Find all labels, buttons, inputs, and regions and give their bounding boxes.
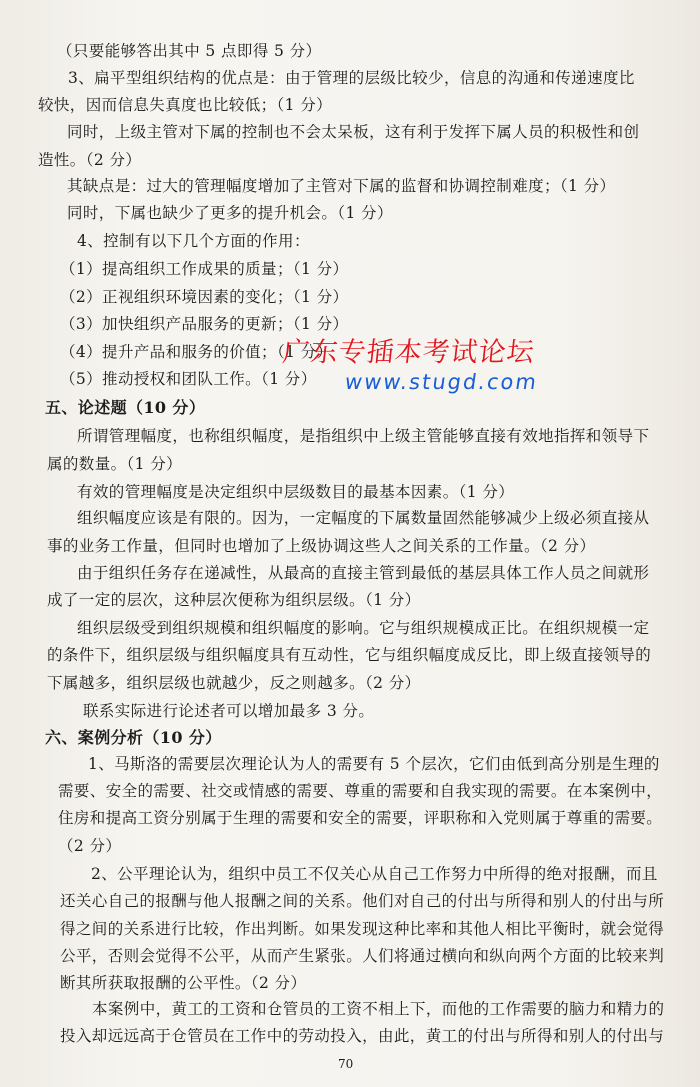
text-line: 事的业务工作量，但同时也增加了上级协调这些人之间关系的工作量。（2 分） [47, 537, 596, 555]
page-number: 70 [338, 1057, 354, 1071]
text-line: 属的数量。（1 分） [47, 455, 183, 473]
text-line: （2）正视组织环境因素的变化；（1 分） [60, 288, 349, 306]
text-line: 其缺点是：过大的管理幅度增加了主管对下属的监督和协调控制难度；（1 分） [67, 177, 616, 195]
section-heading: 六、案例分析（10 分） [45, 728, 222, 747]
text-line: 4、控制有以下几个方面的作用： [77, 232, 310, 250]
text-line: 同时，下属也缺少了更多的提升机会。（1 分） [67, 204, 393, 222]
text-line: 的条件下，组织层级与组织幅度具有互动性，它与组织幅度成反比，即上级直接领导的 [47, 646, 652, 664]
text-line: 1、马斯洛的需要层次理论认为人的需要有 5 个层次，它们由低到高分别是生理的 [88, 755, 660, 773]
text-line: 造性。（2 分） [38, 151, 142, 169]
text-line: 投入却远远高于仓管员在工作中的劳动投入，由此，黄工的付出与所得和别人的付出与 [60, 1027, 665, 1045]
text-line: 住房和提高工资分别属于生理的需要和安全的需要，评职称和入党则属于尊重的需要。 [58, 809, 663, 827]
text-line: 3、扁平型组织结构的优点是：由于管理的层级比较少，信息的沟通和传递速度比 [68, 69, 635, 87]
text-line: 公平，否则会觉得不公平，从而产生紧张。人们将通过横向和纵向两个方面的比较来判 [60, 947, 665, 965]
text-line: 下属越多，组织层级也就越少，反之则越多。（2 分） [47, 674, 421, 692]
text-line: 联系实际进行论述者可以增加最多 3 分。 [83, 702, 375, 720]
text-line: 由于组织任务存在递减性，从最高的直接主管到最低的基层具体工作人员之间就形 [77, 564, 650, 582]
text-line: 较快，因而信息失真度也比较低；（1 分） [38, 96, 333, 114]
text-line: 有效的管理幅度是决定组织中层级数目的最基本因素。（1 分） [77, 483, 515, 501]
text-line: 组织层级受到组织规模和组织幅度的影响。它与组织规模成正比。在组织规模一定 [77, 619, 650, 637]
text-line: （1）提高组织工作成果的质量；（1 分） [60, 260, 349, 278]
text-line: 本案例中，黄工的工资和仓管员的工资不相上下，而他的工作需要的脑力和精力的 [92, 1000, 665, 1018]
text-line: 断其所获取报酬的公平性。（2 分） [60, 974, 307, 992]
watermark-url: www.stugd.com [343, 370, 540, 394]
text-line: （4）提升产品和服务的价值；（1 分） [60, 343, 333, 361]
text-line: （只要能够答出其中 5 点即得 5 分） [57, 42, 322, 60]
text-line: 2、公平理论认为，组织中员工不仅关心从自己工作努力中所得的绝对报酬，而且 [91, 865, 658, 883]
text-line: （2 分） [58, 837, 122, 855]
text-line: 组织幅度应该是有限的。因为，一定幅度的下属数量固然能够减少上级必须直接从 [77, 509, 650, 527]
text-line: 所谓管理幅度，也称组织幅度，是指组织中上级主管能够直接有效地指挥和领导下 [77, 427, 650, 445]
text-line: 还关心自己的报酬与他人报酬之间的关系。他们对自己的付出与所得和别人的付出与所 [60, 892, 665, 910]
text-line: （5）推动授权和团队工作。（1 分） [60, 370, 317, 388]
text-line: 需要、安全的需要、社交或情感的需要、尊重的需要和自我实现的需要。在本案例中， [58, 782, 663, 800]
watermark-site-name: 广东专插本考试论坛 [281, 337, 537, 368]
section-heading: 五、论述题（10 分） [45, 398, 206, 417]
text-line: 得之间的关系进行比较，作出判断。如果发现这种比率和其他人相比平衡时，就会觉得 [60, 920, 665, 938]
text-line: 同时，上级主管对下属的控制也不会太呆板，这有利于发挥下属人员的积极性和创 [67, 123, 640, 141]
text-line: （3）加快组织产品服务的更新；（1 分） [60, 315, 349, 333]
text-line: 成了一定的层次，这种层次便称为组织层级。（1 分） [47, 591, 421, 609]
